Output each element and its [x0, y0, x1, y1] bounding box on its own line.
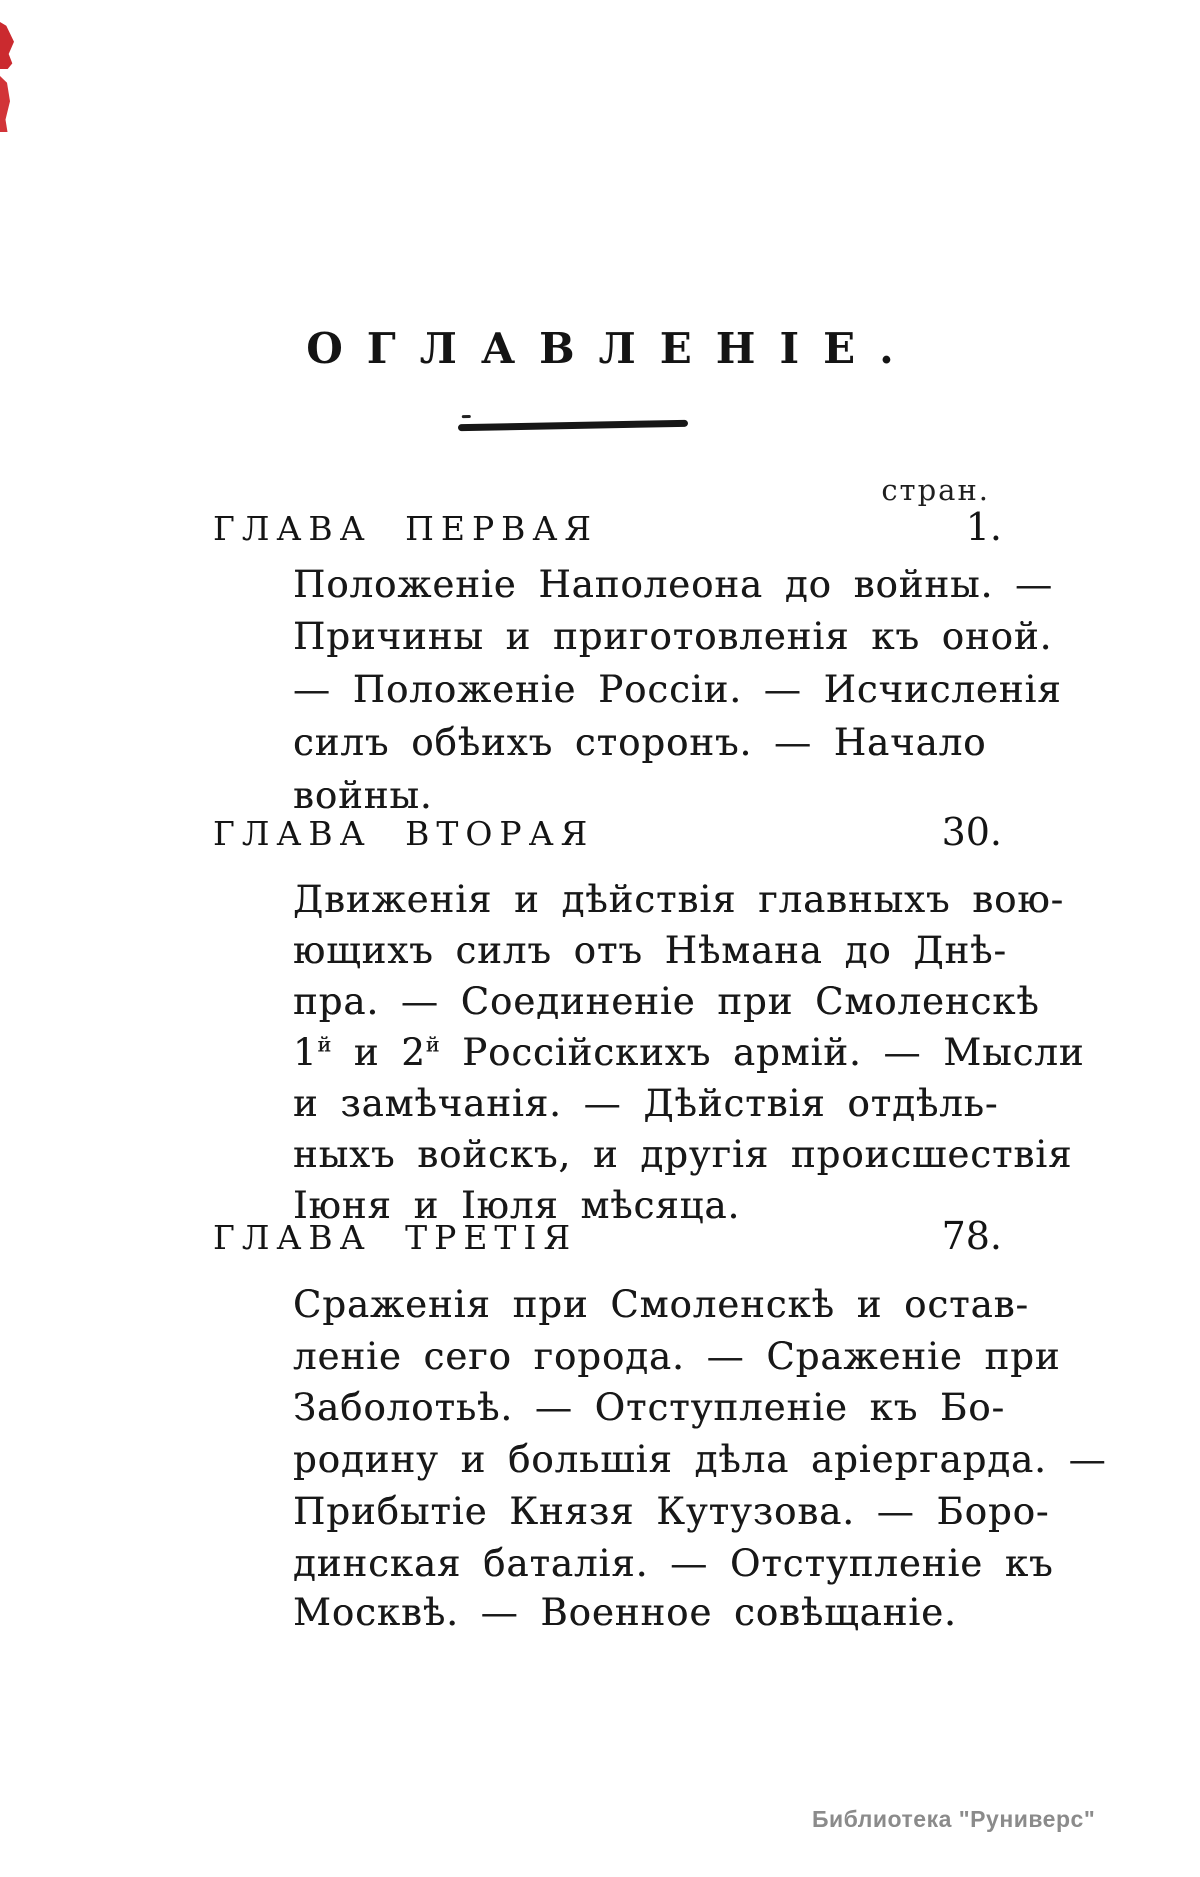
- toc-line: леніе сего города. — Сраженіе при: [293, 1335, 1061, 1378]
- toc-line: Положеніе Наполеона до войны. —: [293, 563, 1054, 606]
- toc-line: Іюня и Іюля мѣсяца.: [293, 1184, 741, 1227]
- toc-line: ныхъ войскъ, и другія происшествія: [293, 1133, 1073, 1176]
- toc-line: силъ обѣихъ сторонъ. — Начало: [293, 721, 987, 764]
- toc-line: [293, 1029, 1084, 1077]
- toc-line: войны.: [293, 774, 433, 817]
- toc-line: пра. — Соединеніе при Смоленскѣ: [293, 980, 1040, 1023]
- chapter-row: [213, 810, 1002, 854]
- chapter-1-page-number: 1.: [965, 505, 1002, 549]
- chapter-2-heading: ГЛАВА ВТОРАЯ: [213, 814, 595, 853]
- toc-line: родину и большія дѣла аріергарда. —: [293, 1438, 1107, 1481]
- toc-line: ющихъ силъ отъ Нѣмана до Днѣ-: [293, 929, 1007, 972]
- ordinal-superscript: й: [425, 1032, 441, 1057]
- runivers-library-watermark: Библиотека "Руниверс": [812, 1806, 1096, 1832]
- divider-rule: [458, 420, 688, 431]
- chapter-1-heading: ГЛАВА ПЕРВАЯ: [213, 509, 599, 548]
- ordinal-text: и 2: [332, 1031, 426, 1074]
- ordinal-text: 1: [293, 1031, 318, 1074]
- toc-line: Сраженія при Смоленскѣ и остав-: [293, 1283, 1029, 1326]
- ordinal-superscript: й: [317, 1032, 333, 1057]
- scan-edge-red-mark-bottom: [0, 76, 10, 132]
- chapter-row: [213, 505, 1002, 549]
- page-column-header: стран.: [881, 473, 990, 507]
- toc-line: и замѣчанія. — Дѣйствія отдѣль-: [293, 1082, 999, 1125]
- chapter-3-page-number: 78.: [941, 1214, 1002, 1258]
- chapter-2-page-number: 30.: [941, 810, 1002, 854]
- toc-line: Причины и приготовленія къ оной.: [293, 615, 1053, 658]
- toc-line: Москвѣ. — Военное совѣщаніе.: [293, 1591, 957, 1634]
- toc-line: динская баталія. — Отступленіе къ: [293, 1542, 1054, 1585]
- chapter-3-heading: ГЛАВА ТРЕТІЯ: [213, 1218, 578, 1257]
- scan-edge-red-mark-top: [0, 22, 14, 69]
- page-title: ОГЛАВЛЕНІЕ.: [306, 324, 918, 373]
- line-text: Россійскихъ армій. — Мысли: [440, 1031, 1085, 1074]
- toc-line: Движенія и дѣйствія главныхъ вою-: [293, 878, 1065, 921]
- chapter-row: [213, 1214, 1002, 1258]
- toc-line: — Положеніе Россіи. — Исчисленія: [293, 668, 1062, 711]
- toc-line: Заболотьѣ. — Отступленіе къ Бо-: [293, 1386, 1006, 1429]
- toc-line: Прибытіе Князя Кутузова. — Боро-: [293, 1490, 1050, 1533]
